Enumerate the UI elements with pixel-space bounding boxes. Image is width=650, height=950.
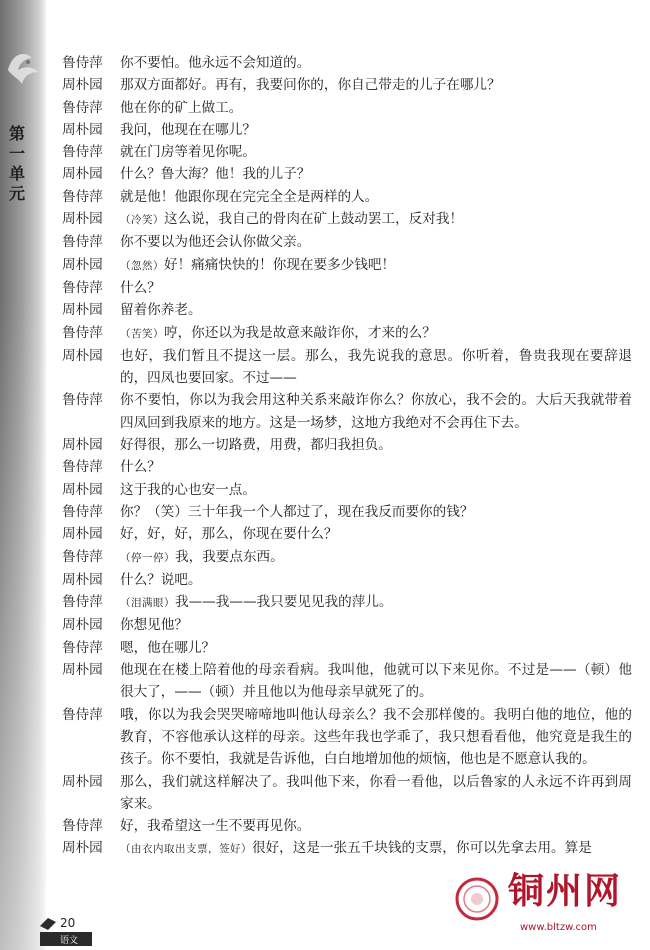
speaker-name: 鲁侍萍 bbox=[62, 55, 103, 71]
dialogue-line bbox=[62, 163, 632, 185]
dialogue-line bbox=[62, 299, 632, 321]
speaker-name: 鲁侍萍 bbox=[62, 392, 103, 409]
line-text: 我——我——我只要见见我的萍儿。 bbox=[175, 594, 393, 611]
speaker-name: 周朴园 bbox=[62, 256, 103, 273]
line-text: 他在你的矿上做工。 bbox=[120, 99, 243, 116]
speaker-name: 周朴园 bbox=[62, 211, 103, 228]
footer-subject: 语文 bbox=[60, 936, 79, 946]
dialogue-line bbox=[62, 52, 632, 74]
speech-text bbox=[120, 231, 632, 253]
line-text: 你不要怕，你以为我会用这种关系来敲诈你么？你放心，我不会的。大后天我就带着四凤回到我原来的地方。这是一场梦，这地方我绝对不会再住下去。 bbox=[120, 392, 632, 431]
line-text: 这么说，我自己的骨肉在矿上鼓动罢工，反对我！ bbox=[164, 211, 464, 228]
script-dialogue bbox=[62, 52, 632, 861]
line-text: 你不要怕。他永远不会知道的。 bbox=[120, 55, 311, 71]
line-text: 他现在在楼上陪着他的母亲看病。我叫他，他就可以下来见你。不过是——（顿）他很大了，——（顿）并且他以为他母亲早就死了的。 bbox=[120, 662, 632, 701]
speaker-name: 鲁侍萍 bbox=[62, 459, 103, 476]
line-text: 哦，你以为我会哭哭啼啼地叫他认母亲么？我不会那样傻的。我明白他的地位，他的教育，不容他承认这样的母亲。这些年我也学乖了，我只想看看他，他究竟是我生的孩子。你不要怕，我就是告诉他，白白地增加他的烦恼，他也是不愿意认我的。 bbox=[120, 706, 632, 768]
speaker-name: 鲁侍萍 bbox=[62, 144, 103, 161]
line-text: 好！痛痛快快的！你现在要多少钱吧！ bbox=[164, 256, 396, 273]
dialogue-line bbox=[62, 501, 632, 523]
line-text: 什么？ bbox=[120, 279, 161, 296]
speech-text bbox=[120, 546, 632, 569]
line-text: 我问，他现在在哪儿？ bbox=[120, 121, 256, 138]
speech-text bbox=[120, 52, 632, 74]
line-text: 你想见他？ bbox=[120, 617, 188, 634]
page-number: 20 bbox=[60, 916, 76, 930]
speaker-name: 周朴园 bbox=[62, 662, 103, 679]
speech-text bbox=[120, 322, 632, 345]
speech-text bbox=[120, 141, 632, 163]
dialogue-line bbox=[62, 614, 632, 636]
stage-direction: （苦笑） bbox=[120, 327, 164, 340]
line-text: 什么？鲁大海？他！我的儿子？ bbox=[120, 166, 311, 183]
dialogue-line bbox=[62, 479, 632, 501]
speaker-name: 周朴园 bbox=[62, 617, 103, 634]
speaker-name: 鲁侍萍 bbox=[62, 594, 103, 611]
speaker-name: 鲁侍萍 bbox=[62, 99, 103, 116]
dialogue-line bbox=[62, 546, 632, 569]
line-text: 那么，我们就这样解决了。我叫他下来，你看一看他，以后鲁家的人永远不许再到周家来。 bbox=[120, 773, 632, 812]
dialogue-line bbox=[62, 637, 632, 659]
dialogue-line bbox=[62, 231, 632, 253]
speech-text bbox=[120, 208, 632, 231]
speech-text bbox=[120, 74, 632, 96]
speaker-name: 鲁侍萍 bbox=[62, 279, 103, 296]
dialogue-line bbox=[62, 345, 632, 390]
speaker-name: 周朴园 bbox=[62, 571, 103, 588]
side-band-fade bbox=[0, 300, 46, 950]
speaker-name: 鲁侍萍 bbox=[62, 188, 103, 205]
speech-text bbox=[120, 659, 632, 704]
line-text: 你？（笑）三十年我一个人都过了，现在我反而要你的钱？ bbox=[120, 503, 474, 520]
dialogue-line bbox=[62, 523, 632, 545]
stage-direction: （冷笑） bbox=[120, 214, 164, 227]
dialogue-line bbox=[62, 141, 632, 163]
speech-text bbox=[120, 523, 632, 545]
speech-text bbox=[120, 479, 632, 501]
line-text: 那双方面都好。再有，我要问你的，你自己带走的儿子在哪儿？ bbox=[120, 77, 501, 94]
speaker-name: 鲁侍萍 bbox=[62, 818, 103, 835]
watermark-site-name: 铜州网 bbox=[508, 871, 623, 912]
dialogue-line bbox=[62, 186, 632, 208]
speaker-name: 周朴园 bbox=[62, 77, 103, 94]
speaker-name: 周朴园 bbox=[62, 526, 103, 543]
speech-text bbox=[120, 614, 632, 636]
speech-text bbox=[120, 837, 632, 860]
line-text: 这于我的心也安一点。 bbox=[120, 481, 256, 498]
dialogue-line bbox=[62, 771, 632, 816]
dialogue-line bbox=[62, 815, 632, 837]
speech-text bbox=[120, 591, 632, 614]
book-corner-icon bbox=[40, 916, 56, 930]
speaker-name: 鲁侍萍 bbox=[62, 324, 103, 341]
dialogue-line bbox=[62, 97, 632, 119]
speaker-name: 鲁侍萍 bbox=[62, 548, 103, 565]
speech-text bbox=[120, 704, 632, 771]
speaker-name: 鲁侍萍 bbox=[62, 234, 103, 251]
dialogue-line bbox=[62, 456, 632, 478]
speaker-name: 鲁侍萍 bbox=[62, 503, 103, 520]
line-text: 好，好，好，那么，你现在要什么？ bbox=[120, 526, 338, 543]
speaker-name: 周朴园 bbox=[62, 121, 103, 138]
dialogue-line bbox=[62, 434, 632, 456]
line-text: 好，我希望这一生不要再见你。 bbox=[120, 818, 311, 835]
dialogue-line bbox=[62, 704, 632, 771]
speaker-name: 周朴园 bbox=[62, 302, 103, 319]
speech-text bbox=[120, 456, 632, 478]
line-text: 什么？说吧。 bbox=[120, 571, 202, 588]
speech-text bbox=[120, 434, 632, 456]
stage-direction: （忽然） bbox=[120, 259, 164, 272]
speech-text bbox=[120, 254, 632, 277]
line-text: 就是他！他跟你现在完完全全是两样的人。 bbox=[120, 188, 379, 205]
speaker-name: 周朴园 bbox=[62, 773, 103, 790]
speaker-name: 周朴园 bbox=[62, 437, 103, 454]
line-text: 哼，你还以为我是故意来敲诈你，才来的么？ bbox=[164, 324, 436, 341]
line-text: 什么？ bbox=[120, 459, 161, 476]
speaker-name: 鲁侍萍 bbox=[62, 706, 103, 723]
dialogue-line bbox=[62, 277, 632, 299]
speech-text bbox=[120, 119, 632, 141]
dialogue-line bbox=[62, 837, 632, 860]
dialogue-line bbox=[62, 254, 632, 277]
dialogue-line bbox=[62, 119, 632, 141]
speaker-name: 周朴园 bbox=[62, 166, 103, 183]
speech-text bbox=[120, 815, 632, 837]
speaker-name: 周朴园 bbox=[62, 481, 103, 498]
watermark-url: www.bltzw.com bbox=[520, 922, 597, 933]
speech-text bbox=[120, 277, 632, 299]
bird-emblem-icon bbox=[2, 40, 44, 100]
stage-direction: （由衣内取出支票，签好） bbox=[120, 843, 252, 856]
unit-label: 第一单元 bbox=[8, 124, 25, 203]
dialogue-line bbox=[62, 389, 632, 434]
dialogue-line bbox=[62, 569, 632, 591]
line-text: 留着你养老。 bbox=[120, 302, 202, 319]
speech-text bbox=[120, 186, 632, 208]
line-text: 也好，我们暂且不提这一层。那么，我先说我的意思。你听着，鲁贵我现在要辞退的，四凤也要回家。不过—— bbox=[120, 347, 632, 387]
speech-text bbox=[120, 345, 632, 390]
line-text: 好得很，那么一切路费，用费，都归我担负。 bbox=[120, 437, 392, 454]
speech-text bbox=[120, 637, 632, 659]
line-text: 你不要以为他还会认你做父亲。 bbox=[120, 234, 311, 251]
dialogue-line bbox=[62, 208, 632, 231]
speech-text bbox=[120, 389, 632, 434]
line-text: 就在门房等着见你呢。 bbox=[120, 144, 256, 161]
dialogue-line bbox=[62, 74, 632, 96]
line-text: 嗯，他在哪儿？ bbox=[120, 639, 216, 656]
dialogue-line bbox=[62, 322, 632, 345]
speaker-name: 鲁侍萍 bbox=[62, 639, 103, 656]
watermark-seal-icon bbox=[454, 876, 500, 922]
speech-text bbox=[120, 569, 632, 591]
speech-text bbox=[120, 501, 632, 523]
line-text: 很好，这是一张五千块钱的支票，你可以先拿去用。算是 bbox=[252, 840, 592, 857]
stage-direction: （停一停） bbox=[120, 551, 175, 564]
speaker-name: 周朴园 bbox=[62, 840, 103, 857]
speech-text bbox=[120, 771, 632, 816]
speech-text bbox=[120, 163, 632, 185]
stage-direction: （泪满眼） bbox=[120, 597, 175, 610]
dialogue-line bbox=[62, 591, 632, 614]
speaker-name: 周朴园 bbox=[62, 347, 103, 364]
dialogue-line bbox=[62, 659, 632, 704]
line-text: 我，我要点东西。 bbox=[175, 548, 284, 565]
speech-text bbox=[120, 97, 632, 119]
speech-text bbox=[120, 299, 632, 321]
